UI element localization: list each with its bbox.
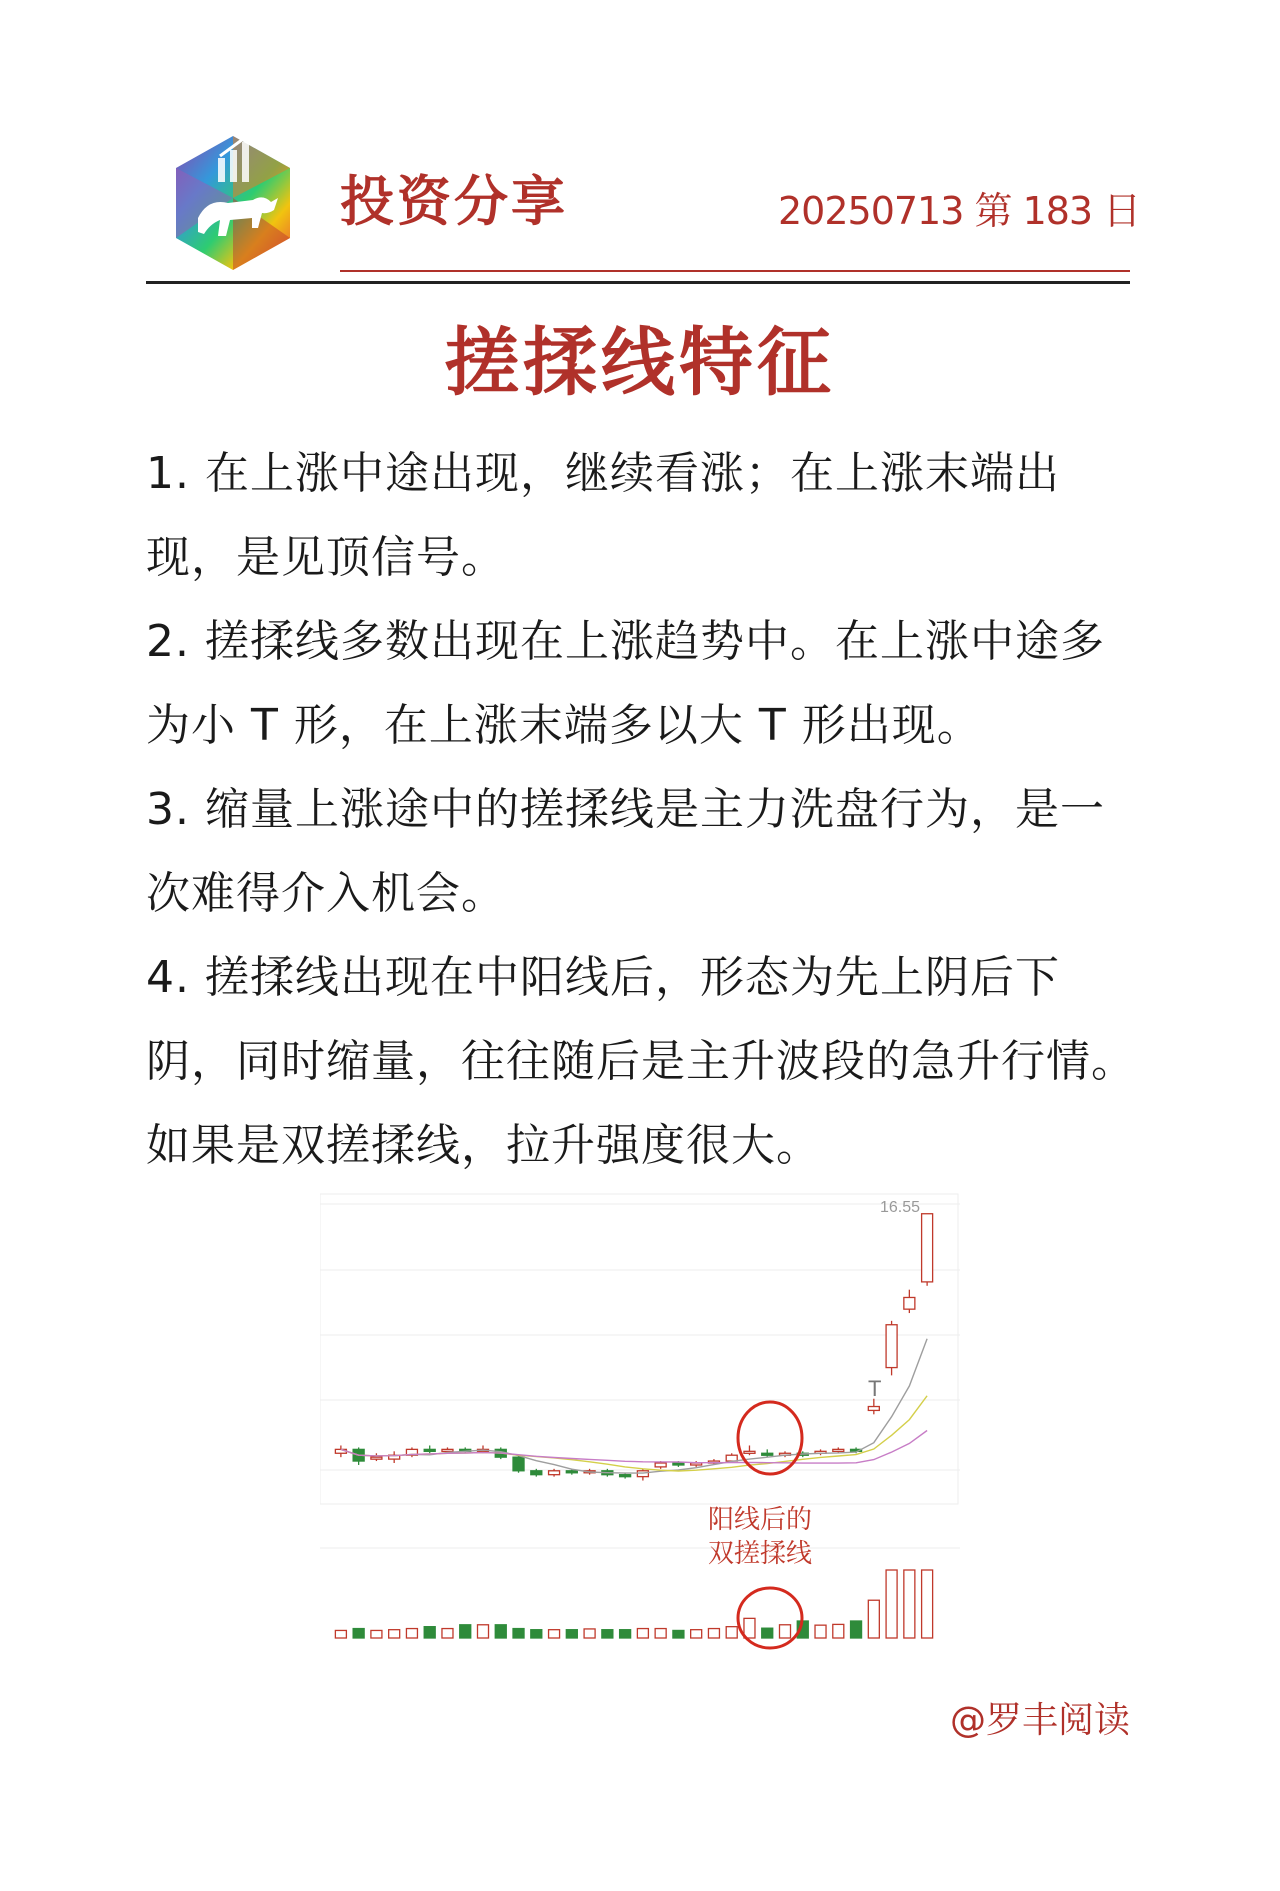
- ma10-line: [341, 1396, 927, 1471]
- price-high-label: 16.55: [880, 1199, 921, 1216]
- volume-bars-layer: [335, 1570, 932, 1638]
- candle-body: [744, 1451, 755, 1453]
- volume-bar: [513, 1629, 524, 1638]
- candle: [513, 1455, 524, 1473]
- chart-grid: [320, 1194, 960, 1548]
- volume-bar: [691, 1630, 702, 1638]
- date-line: 20250713 第 183 日: [778, 189, 1141, 233]
- author-credit: @罗丰阅读: [949, 1700, 1130, 1741]
- candle: [637, 1469, 648, 1481]
- feature-point-3: 3. 缩量上涨途中的搓揉线是主力洗盘行为，是一次难得介入机会。: [146, 784, 1105, 919]
- volume-bar: [495, 1625, 506, 1638]
- volume-bar: [424, 1627, 435, 1638]
- volume-bar: [371, 1630, 382, 1638]
- candle-body: [513, 1457, 524, 1471]
- volume-bar: [353, 1629, 364, 1638]
- annotation-line-2: 双搓揉线: [708, 1539, 813, 1569]
- candle-body: [726, 1455, 737, 1461]
- volume-bar: [904, 1570, 915, 1638]
- volume-bar: [833, 1624, 844, 1638]
- candle-body: [424, 1449, 435, 1451]
- volume-bar: [744, 1618, 755, 1638]
- candle-body: [673, 1463, 684, 1465]
- candle-body: [531, 1471, 542, 1475]
- candle-body: [620, 1475, 631, 1477]
- volume-bar: [637, 1629, 648, 1638]
- volume-bar: [602, 1630, 613, 1638]
- candles-layer: [335, 1214, 932, 1481]
- volume-bar: [335, 1630, 346, 1638]
- candle: [886, 1321, 897, 1376]
- candle-body: [886, 1325, 897, 1368]
- candle-body: [655, 1463, 666, 1467]
- volume-bar: [726, 1627, 737, 1638]
- volume-bar: [708, 1629, 719, 1638]
- page-title: 搓揉线特征: [445, 320, 835, 406]
- candle-body: [922, 1214, 933, 1282]
- candle-body: [833, 1449, 844, 1451]
- volume-bar: [531, 1630, 542, 1638]
- candle: [353, 1447, 364, 1465]
- volume-bar: [815, 1625, 826, 1638]
- feature-list: [146, 432, 1136, 1188]
- candle-body: [371, 1457, 382, 1459]
- candlestick-chart: [320, 1190, 960, 1650]
- feature-point-1: 1. 在上涨中途出现，继续看涨；在上涨末端出现，是见顶信号。: [146, 448, 1060, 583]
- annotation-line-1: 阳线后的: [708, 1505, 813, 1535]
- header-divider-red: [340, 270, 1130, 272]
- volume-bar: [851, 1621, 862, 1638]
- bull-logo-icon: [168, 118, 298, 278]
- volume-bar: [886, 1570, 897, 1638]
- volume-bar: [868, 1600, 879, 1638]
- volume-bar: [442, 1629, 453, 1638]
- volume-bar: [762, 1628, 773, 1638]
- brand-title: 投资分享: [340, 170, 568, 233]
- feature-point-2: 2. 搓揉线多数出现在上涨趋势中。在上涨中途多为小 T 形，在上涨末端多以大 T 形出现。: [146, 616, 1105, 751]
- candle-body: [549, 1471, 560, 1475]
- candle: [389, 1451, 400, 1463]
- ma20-line: [341, 1431, 927, 1464]
- volume-bar: [477, 1625, 488, 1638]
- candle-body: [904, 1297, 915, 1309]
- candle: [762, 1449, 773, 1457]
- feature-point-4: 4. 搓揉线出现在中阳线后，形态为先上阴后下阴，同时缩量，往往随后是主升波段的急升行情。如果是双搓揉线，拉升强度很大。: [146, 952, 1136, 1171]
- volume-bar: [584, 1629, 595, 1638]
- candle-body: [762, 1453, 773, 1455]
- volume-bar: [406, 1629, 417, 1638]
- candle: [371, 1453, 382, 1461]
- ma5-line: [341, 1339, 927, 1473]
- moving-average-lines: [341, 1339, 927, 1473]
- candle: [424, 1445, 435, 1453]
- volume-bar: [922, 1570, 933, 1638]
- volume-bar: [460, 1625, 471, 1638]
- price-panel-frame: [320, 1194, 958, 1504]
- header-divider-black: [146, 281, 1130, 284]
- candle-body: [566, 1471, 577, 1473]
- volume-bar: [549, 1630, 560, 1638]
- candle: [815, 1449, 826, 1455]
- volume-bar: [389, 1630, 400, 1638]
- candle: [744, 1445, 755, 1455]
- volume-bar: [655, 1629, 666, 1638]
- candle: [922, 1214, 933, 1286]
- volume-bar: [779, 1625, 790, 1638]
- candle: [904, 1290, 915, 1313]
- candle: [868, 1399, 879, 1415]
- candle: [406, 1447, 417, 1457]
- volume-bar: [566, 1630, 577, 1638]
- volume-bar: [673, 1630, 684, 1638]
- candle-body: [442, 1449, 453, 1451]
- candle-body: [868, 1407, 879, 1411]
- t-annotation-label: T: [868, 1376, 882, 1401]
- volume-bar: [620, 1630, 631, 1638]
